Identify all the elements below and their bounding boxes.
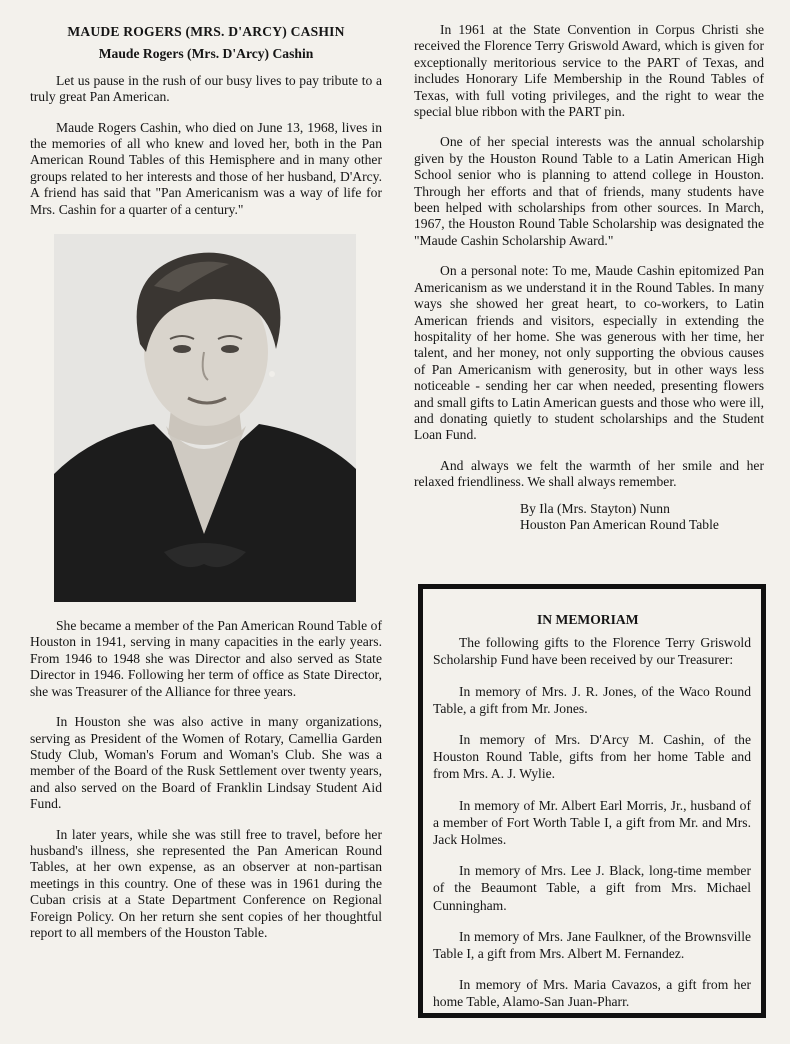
paragraph: On a personal note: To me, Maude Cashin epitomized Pan Americanism as we understand it in the Round Tables. In many ways she showed her great heart, to co-workers, to Latin American friends and visitors, especially in extending the hospitality of her home. She was generous with her time, her talent, and her money, not only supporting the obvious causes of Pan Americanism with generosity, but in other ways less noticeable - sending her car when needed, presenting flowers and small gifts to Latin American guests and those who were ill, and donating quietly to student scholarships and the Student Loan Fund. <box>414 263 764 443</box>
portrait-photo <box>54 234 356 602</box>
paragraph: In 1961 at the State Convention in Corpus Christi she received the Florence Terry Griswold Award, which is given for exceptionally meritorious service to the PART of Texas, and includes Honorary Life Membership in the Round Tables of Texas, with full voting privileges, and the right to wear the special blue ribbon with the PART pin. <box>414 22 764 120</box>
memoriam-intro: The following gifts to the Florence Terry Griswold Scholarship Fund have been received by our Treasurer: <box>433 635 751 668</box>
byline-organization: Houston Pan American Round Table <box>520 516 719 532</box>
paragraph: And always we felt the warmth of her smile and her relaxed friendliness. We shall always remember. <box>414 457 764 490</box>
article-subheading: Maude Rogers (Mrs. D'Arcy) Cashin <box>98 46 314 62</box>
paragraph: Let us pause in the rush of our busy lives to pay tribute to a truly great Pan American. <box>30 72 382 105</box>
memoriam-entry: In memory of Mrs. D'Arcy M. Cashin, of the Houston Round Table, gifts from her home Table and from Mrs. A. J. Wylie. <box>433 732 751 782</box>
memoriam-entry: In memory of Mrs. Lee J. Black, long-time member of the Beaumont Table, a gift from Mrs. Michael Cunningham. <box>433 863 751 913</box>
article-heading: MAUDE ROGERS (MRS. D'ARCY) CASHIN <box>67 24 345 39</box>
memoriam-entry: In memory of Mr. Albert Earl Morris, Jr., husband of a member of Fort Worth Table I, a gift from Mr. and Mrs. Jack Holmes. <box>433 797 751 848</box>
memoriam-entry: In memory of Mrs. Jane Faulkner, of the Brownsville Table I, a gift from Mrs. Albert M. Fernandez. <box>433 928 751 962</box>
paragraph: One of her special interests was the annual scholarship given by the Houston Round Table to a Latin American High School senior who is planning to attend college in Houston. Through her efforts and that of friends, many students have been helped with scholarships from other sources. In March, 1967, the Houston Round Table Scholarship was designated the "Maude Cashin Scholarship Award." <box>414 134 764 248</box>
right-column <box>414 22 764 533</box>
paragraph: She became a member of the Pan American Round Table of Houston in 1941, serving in many capacities in the early years. From 1946 to 1948 she was Director and also served as State Director in 1946. Following her term of office as State Director, she was Treasurer of the Alliance for three years. <box>30 618 382 699</box>
memoriam-entry: In memory of Mrs. J. R. Jones, of the Waco Round Table, a gift from Mr. Jones. <box>433 683 751 716</box>
byline-author: By Ila (Mrs. Stayton) Nunn <box>520 500 670 516</box>
paragraph: In later years, while she was still free to travel, before her husband's illness, she represented the Pan American Round Tables, at her own expense, as an observer at non-partisan meetings in this country. One of these was in 1961 during the Cuban crisis at a State Department Conference on Regional Foreign Policy. On her return she sent copies of her thoughtful report to all members of the Houston Table. <box>30 826 382 940</box>
memoriam-entry: In memory of Mrs. Maria Cavazos, a gift from her home Table, Alamo-San Juan-Pharr. <box>433 977 751 1010</box>
left-column <box>30 22 382 941</box>
paragraph: In Houston she was also active in many organizations, serving as President of the Women of Rotary, Camellia Garden Study Club, Woman's Forum and Woman's Club. She was a member of the Board of the Rusk Settlement over twenty years, and also served on the Board of Franklin Lindsay Student Aid Fund. <box>30 714 382 812</box>
paragraph: Maude Rogers Cashin, who died on June 13, 1968, lives in the memories of all who knew and loved her, both in the Pan American Round Tables of this Hemisphere and in many other groups related to her interests and those of her husband, D'Arcy. A friend has said that "Pan Americanism was a way of life for Mrs. Cashin for a quarter of a century." <box>30 119 382 217</box>
in-memoriam-box <box>418 584 766 1018</box>
memoriam-title: IN MEMORIAM <box>537 612 639 627</box>
